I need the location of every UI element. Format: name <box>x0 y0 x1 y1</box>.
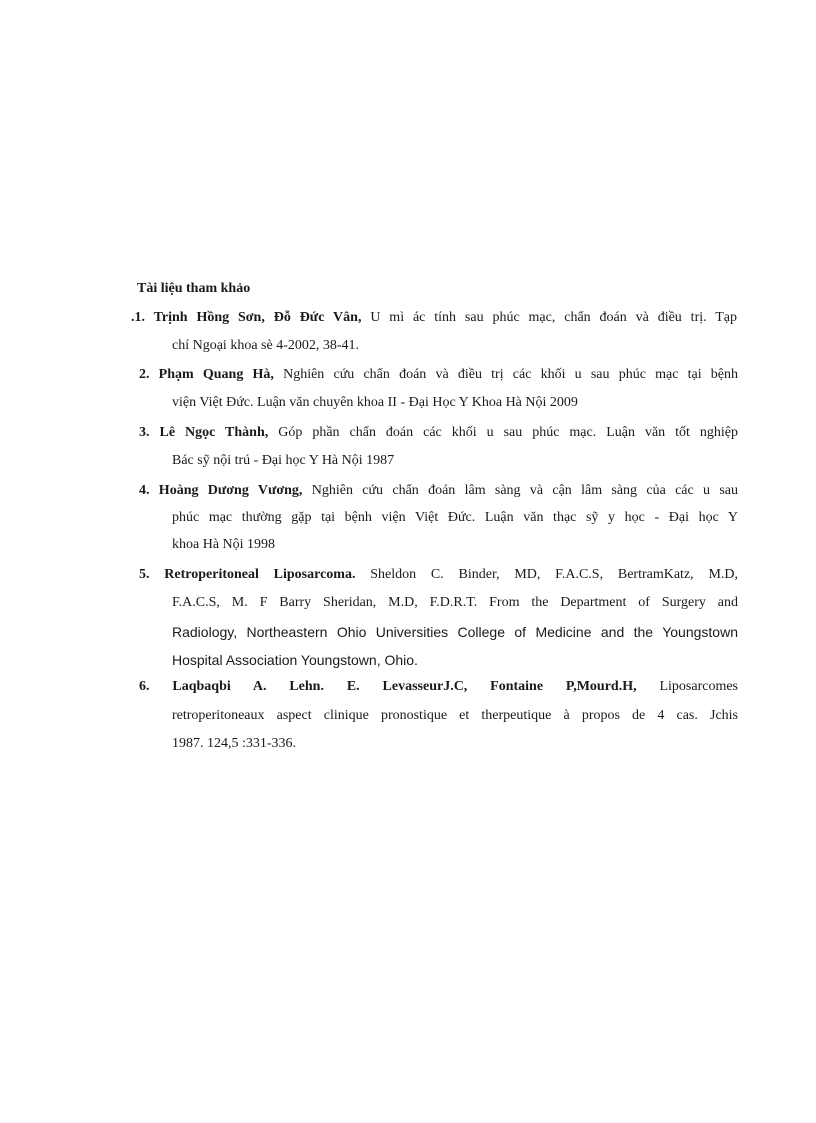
reference-text: Liposarcomes <box>636 679 738 694</box>
reference-text: 1987. 124,5 :331-336. <box>172 736 297 751</box>
reference-line <box>172 650 418 670</box>
reference-line <box>139 481 738 501</box>
reference-line <box>139 365 738 385</box>
reference-text: U mì ác tính sau phúc mạc, chẩn đoán và điều trị. Tạp <box>361 310 737 325</box>
reference-text: khoa Hà Nội 1998 <box>172 537 276 552</box>
reference-text: Hospital Association Youngstown, Ohio. <box>172 652 418 668</box>
reference-line <box>139 677 738 697</box>
reference-line <box>139 565 738 585</box>
reference-authors: 2. Phạm Quang Hà, <box>139 367 274 382</box>
reference-line <box>139 423 738 443</box>
reference-text: Nghiên cứu chẩn đoán và điều trị các khối u sau phúc mạc tại bệnh <box>273 367 738 382</box>
reference-text: viện Việt Đức. Luận văn chuyên khoa II - Đại Học Y Khoa Hà Nội 2009 <box>172 395 578 410</box>
reference-authors: 4. Hoàng Dương Vương, <box>139 483 303 498</box>
reference-text: phúc mạc thường gặp tại bệnh viện Việt Đức. Luận văn thạc sỹ y học - Đại học Y <box>172 510 738 525</box>
reference-text: Bác sỹ nội trú - Đại học Y Hà Nội 1987 <box>172 453 395 468</box>
reference-line <box>172 393 578 413</box>
reference-line <box>172 593 738 613</box>
reference-line <box>172 336 359 356</box>
reference-text: Sheldon C. Binder, MD, F.A.C.S, BertramKatz, M.D, <box>355 567 738 582</box>
reference-line <box>172 706 738 726</box>
reference-authors: 6. Laqbaqbi A. Lehn. E. LevasseurJ.C, Fontaine P,Mourd.H, <box>139 679 637 694</box>
reference-line <box>172 622 738 642</box>
reference-text: Radiology, Northeastern Ohio Universities College of Medicine and the Youngstown <box>172 624 738 640</box>
reference-text: retroperitoneaux aspect clinique pronostique et therpeutique à propos de 4 cas. Jchis <box>172 708 738 723</box>
reference-line <box>172 451 394 471</box>
reference-line <box>131 308 737 328</box>
reference-text: F.A.C.S, M. F Barry Sheridan, M.D, F.D.R.T. From the Department of Surgery and <box>172 595 738 610</box>
reference-authors: 3. Lê Ngọc Thành, <box>139 425 269 440</box>
reference-authors: .1. Trịnh Hồng Sơn, Đỗ Đức Vân, <box>131 310 362 325</box>
reference-text: chí Ngoại khoa sè 4-2002, 38-41. <box>172 338 360 353</box>
reference-authors: 5. Retroperitoneal Liposarcoma. <box>139 567 356 582</box>
references-heading: Tài liệu tham khảo <box>137 281 251 296</box>
reference-line <box>172 535 275 555</box>
reference-text: Góp phần chẩn đoán các khối u sau phúc mạc. Luận văn tốt nghiệp <box>268 425 738 440</box>
reference-line <box>172 508 738 528</box>
reference-line <box>172 734 296 754</box>
reference-text: Nghiên cứu chẩn đoán lâm sàng và cận lâm sàng của các u sau <box>302 483 738 498</box>
